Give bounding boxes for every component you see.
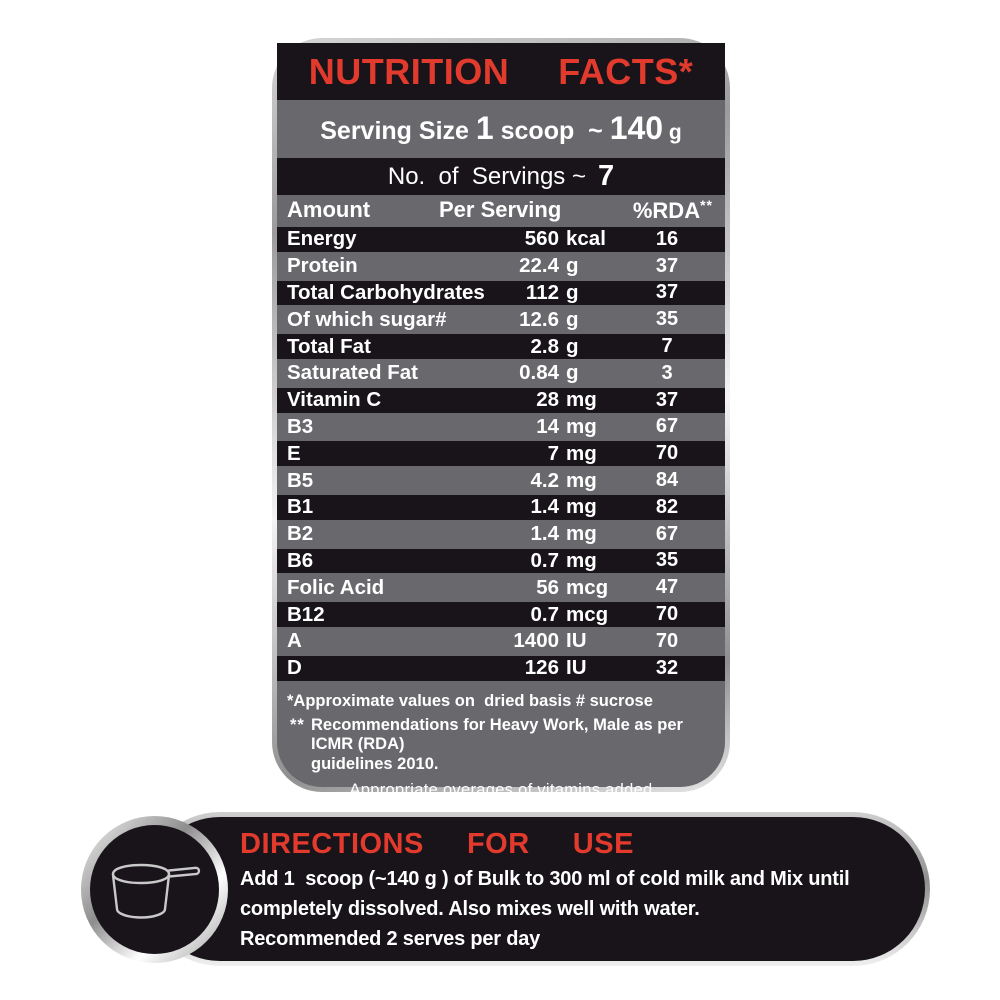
nutrient-rda-percent: 32 [655, 656, 679, 679]
nutrient-unit: kcal [566, 227, 606, 251]
table-row [277, 575, 725, 602]
nutrient-label: Protein [287, 254, 358, 278]
nutrient-unit: mg [566, 548, 597, 572]
nutrient-unit: IU [566, 656, 587, 680]
scoop-icon [103, 854, 207, 926]
nutrient-rda-percent: 16 [655, 227, 679, 250]
serving-size-weight-unit: g [663, 121, 682, 144]
nutrient-unit: g [566, 361, 579, 385]
footnote-overages: Appropriate overages of vitamins added [349, 780, 653, 799]
nutrient-label: Total Fat [287, 334, 371, 358]
column-header-rda [633, 197, 713, 224]
nutrient-label: B12 [287, 602, 325, 626]
directions-bar [143, 812, 930, 966]
nutrient-rda-percent: 70 [655, 442, 679, 465]
nutrient-label: Vitamin C [287, 388, 382, 412]
nutrient-rda-percent: 70 [655, 629, 679, 652]
nutrition-facts-panel-body [277, 43, 725, 799]
table-row [277, 334, 725, 361]
nutrient-label: B1 [287, 495, 314, 519]
nutrient-rda-percent: 7 [661, 335, 673, 358]
nutrient-unit: g [566, 307, 579, 331]
table-row [277, 495, 725, 522]
nutrient-value: 22.4 [519, 254, 559, 278]
footnote-rda-line2: guidelines 2010. [311, 754, 439, 773]
table-row [277, 227, 725, 254]
nutrient-unit: mg [566, 414, 597, 438]
nutrient-value: 112 [525, 280, 559, 304]
footnote-rda-recommendations [287, 716, 715, 774]
nutrient-value: 0.7 [530, 548, 559, 572]
nutrient-value: 1.4 [530, 495, 559, 519]
nutrient-unit: mcg [566, 575, 609, 599]
table-row [277, 388, 725, 415]
serving-size-prefix: Serving Size [320, 117, 476, 145]
table-row [277, 602, 725, 629]
nutrient-label: Saturated Fat [287, 361, 418, 385]
directions-title: DIRECTIONS FOR USE [240, 828, 634, 860]
column-header-per-serving: Per Serving [439, 197, 562, 222]
directions-line-3: Recommended 2 serves per day [240, 928, 541, 950]
nutrient-label: Of which sugar# [287, 307, 447, 331]
nutrient-value: 1400 [513, 629, 559, 653]
nutrient-value: 0.84 [519, 361, 559, 385]
directions-line-2: completely dissolved. Also mixes well with water. [240, 898, 700, 920]
serving-size-tilde: ~ [581, 117, 610, 145]
nutrient-unit: mg [566, 468, 597, 492]
nutrition-facts-panel [272, 38, 730, 799]
nutrient-unit: mg [566, 441, 597, 465]
column-header-amount: Amount [287, 197, 371, 222]
table-row [277, 307, 725, 334]
nutrient-rda-percent: 35 [655, 549, 679, 572]
nutrient-value: 14 [536, 414, 559, 438]
nutrient-unit: IU [566, 629, 587, 653]
nutrient-rda-percent: 84 [655, 469, 679, 492]
nutrient-value: 126 [524, 656, 559, 680]
nutrient-value: 2.8 [530, 334, 559, 358]
nutrient-rda-percent: 82 [655, 495, 679, 518]
footnote-rda-line1: Recommendations for Heavy Work, Male as per ICMR (RDA) [311, 715, 683, 753]
scoop-badge [81, 816, 228, 963]
nutrient-value: 4.2 [530, 468, 559, 492]
nutrient-rda-percent: 67 [655, 522, 679, 545]
nutrient-value: 12.6 [519, 307, 559, 331]
directions-bar-body [148, 817, 925, 961]
nutrient-value: 7 [547, 441, 559, 465]
table-row [277, 415, 725, 442]
rda-footnote-marker: ** [700, 197, 713, 213]
table-row [277, 522, 725, 549]
nutrient-label: E [287, 441, 301, 465]
nutrient-label: B2 [287, 522, 314, 546]
directions-line-1: Add 1 scoop (~140 g ) of Bulk to 300 ml of cold milk and Mix until [240, 868, 850, 890]
nutrient-unit: mg [566, 495, 597, 519]
nutrient-label: B5 [287, 468, 314, 492]
nutrient-rda-percent: 37 [655, 254, 679, 277]
serving-size-strip [277, 100, 725, 158]
nutrient-rda-percent: 67 [655, 415, 679, 438]
rda-text: %RDA [632, 198, 701, 223]
footnotes [277, 683, 725, 800]
serving-size-scoop-word: scoop [493, 117, 582, 145]
serving-size-weight: 140 [609, 110, 664, 146]
nutrient-unit: mcg [566, 602, 609, 626]
serving-size-quantity: 1 [475, 110, 494, 146]
nutrient-label: Folic Acid [287, 575, 385, 599]
table-row [277, 629, 725, 656]
nutrient-value: 560 [524, 227, 559, 251]
nutrient-value: 28 [536, 388, 559, 412]
scoop-badge-body [90, 825, 219, 954]
nutrient-label: Energy [287, 227, 357, 251]
nutrient-rda-percent: 70 [655, 603, 679, 626]
table-row [277, 361, 725, 388]
panel-header [277, 43, 725, 100]
nutrient-unit: g [566, 254, 579, 278]
nutrient-label: B3 [287, 414, 314, 438]
nutrient-value: 1.4 [530, 522, 559, 546]
nutrient-value: 56 [536, 575, 559, 599]
nutrient-unit: g [566, 280, 579, 304]
footnote-approximate-values: *Approximate values on dried basis # sucrose [287, 691, 653, 710]
number-of-servings-strip [277, 158, 725, 195]
nutrient-table [277, 227, 725, 683]
footnote-rda-text [311, 716, 715, 774]
nutrient-label: Total Carbohydrates [287, 280, 485, 304]
table-row [277, 254, 725, 281]
table-row [277, 549, 725, 576]
nutrient-unit: mg [566, 522, 597, 546]
nutrient-value: 0.7 [530, 602, 559, 626]
footnote-marker: ** [290, 715, 305, 734]
table-row [277, 441, 725, 468]
servings-value: 7 [597, 160, 615, 192]
servings-label: No. of Servings ~ [387, 162, 586, 190]
table-row [277, 468, 725, 495]
table-row [277, 656, 725, 683]
nutrient-unit: g [566, 334, 579, 358]
panel-title: NUTRITION FACTS* [308, 50, 694, 92]
nutrient-rda-percent: 37 [655, 281, 679, 304]
table-row [277, 281, 725, 308]
nutrient-rda-percent: 3 [661, 361, 673, 384]
nutrient-rda-percent: 47 [655, 576, 679, 599]
nutrient-unit: mg [566, 388, 597, 412]
nutrient-label: A [287, 629, 302, 653]
nutrient-rda-percent: 35 [655, 308, 679, 331]
table-header-row [277, 195, 725, 227]
nutrient-rda-percent: 37 [655, 388, 679, 411]
nutrient-label: B6 [287, 548, 314, 572]
nutrient-label: D [287, 656, 302, 680]
